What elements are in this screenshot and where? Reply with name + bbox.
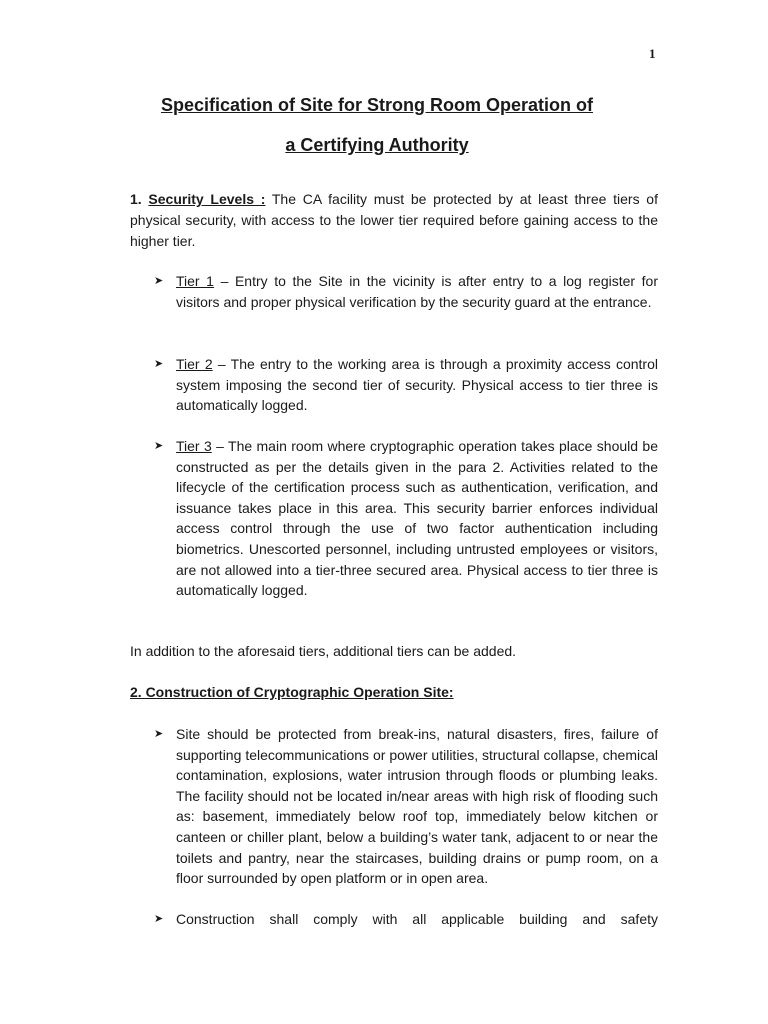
tier-3-text: – The main room where cryptographic operation takes place should be constructed as per the details given in the para 2. Activities related to the lifecycle of the certification process such as authentication, verification, and issuance takes place in this area. This security barrier enforces individual access control through the use of two factor authentication including biometrics. Unescorted personnel, including untrusted employees or visitors, are not allowed into a tier-three secured area. Physical access to tier three is automatically logged. (176, 438, 658, 599)
tier-1-text: – Entry to the Site in the vicinity is after entry to a log register for visitors and proper physical verification by the security guard at the entrance. (176, 273, 658, 310)
section-2-bullet-1-text: Site should be protected from break-ins, natural disasters, fires, failure of supporting telecommunications or power utilities, structural collapse, chemical contamination, explosions, water intrusion through floods or plumbing leaks. The facility should not be located in/near areas with high risk of flooding such as: basement, immediately below roof top, immediately below kitchen or canteen or chiller plant, below a building’s water tank, adjacent to or near the toilets and pantry, near the staircases, building drains or pump room, on a floor surrounded by open platform or in open area. (176, 726, 658, 887)
section-1-intro (130, 189, 658, 252)
page-number: 1 (649, 46, 656, 61)
section-2-bullet-2-text: Construction shall comply with all applicable building and safety (176, 911, 658, 927)
tier-2-label: Tier 2 (176, 356, 213, 372)
arrowhead-bullet-icon: ➤ (154, 727, 164, 740)
document-title-line-1: Specification of Site for Strong Room Operation of (160, 95, 593, 115)
arrowhead-bullet-icon: ➤ (154, 357, 164, 370)
tier-1-label: Tier 1 (176, 273, 214, 289)
tier-3-bullet (154, 436, 658, 601)
tier-3-label: Tier 3 (176, 438, 212, 454)
arrowhead-bullet-icon: ➤ (154, 439, 164, 452)
arrowhead-bullet-icon: ➤ (154, 274, 164, 287)
tier-2-text: – The entry to the working area is through a proximity access control system imposing the second tier of security. Physical access to tier three is automatically logged. (176, 356, 658, 414)
section-1-closing: In addition to the aforesaid tiers, additional tiers can be added. (130, 643, 517, 659)
section-2-bullet-2 (154, 909, 658, 930)
document-title-line-2: a Certifying Authority (285, 135, 469, 155)
section-1-number: 1. (130, 191, 142, 207)
section-2-bullet-1 (154, 724, 658, 889)
tier-1-bullet (154, 271, 658, 312)
section-2-heading: 2. Construction of Cryptographic Operation Site: (130, 684, 454, 700)
section-1-intro-text: The CA facility must be protected by at least three tiers of physical security, with access to the lower tier required before gaining access to the higher tier. (130, 191, 658, 249)
arrowhead-bullet-icon: ➤ (154, 912, 164, 925)
section-1-heading: Security Levels : (148, 191, 266, 207)
tier-2-bullet (154, 354, 658, 416)
